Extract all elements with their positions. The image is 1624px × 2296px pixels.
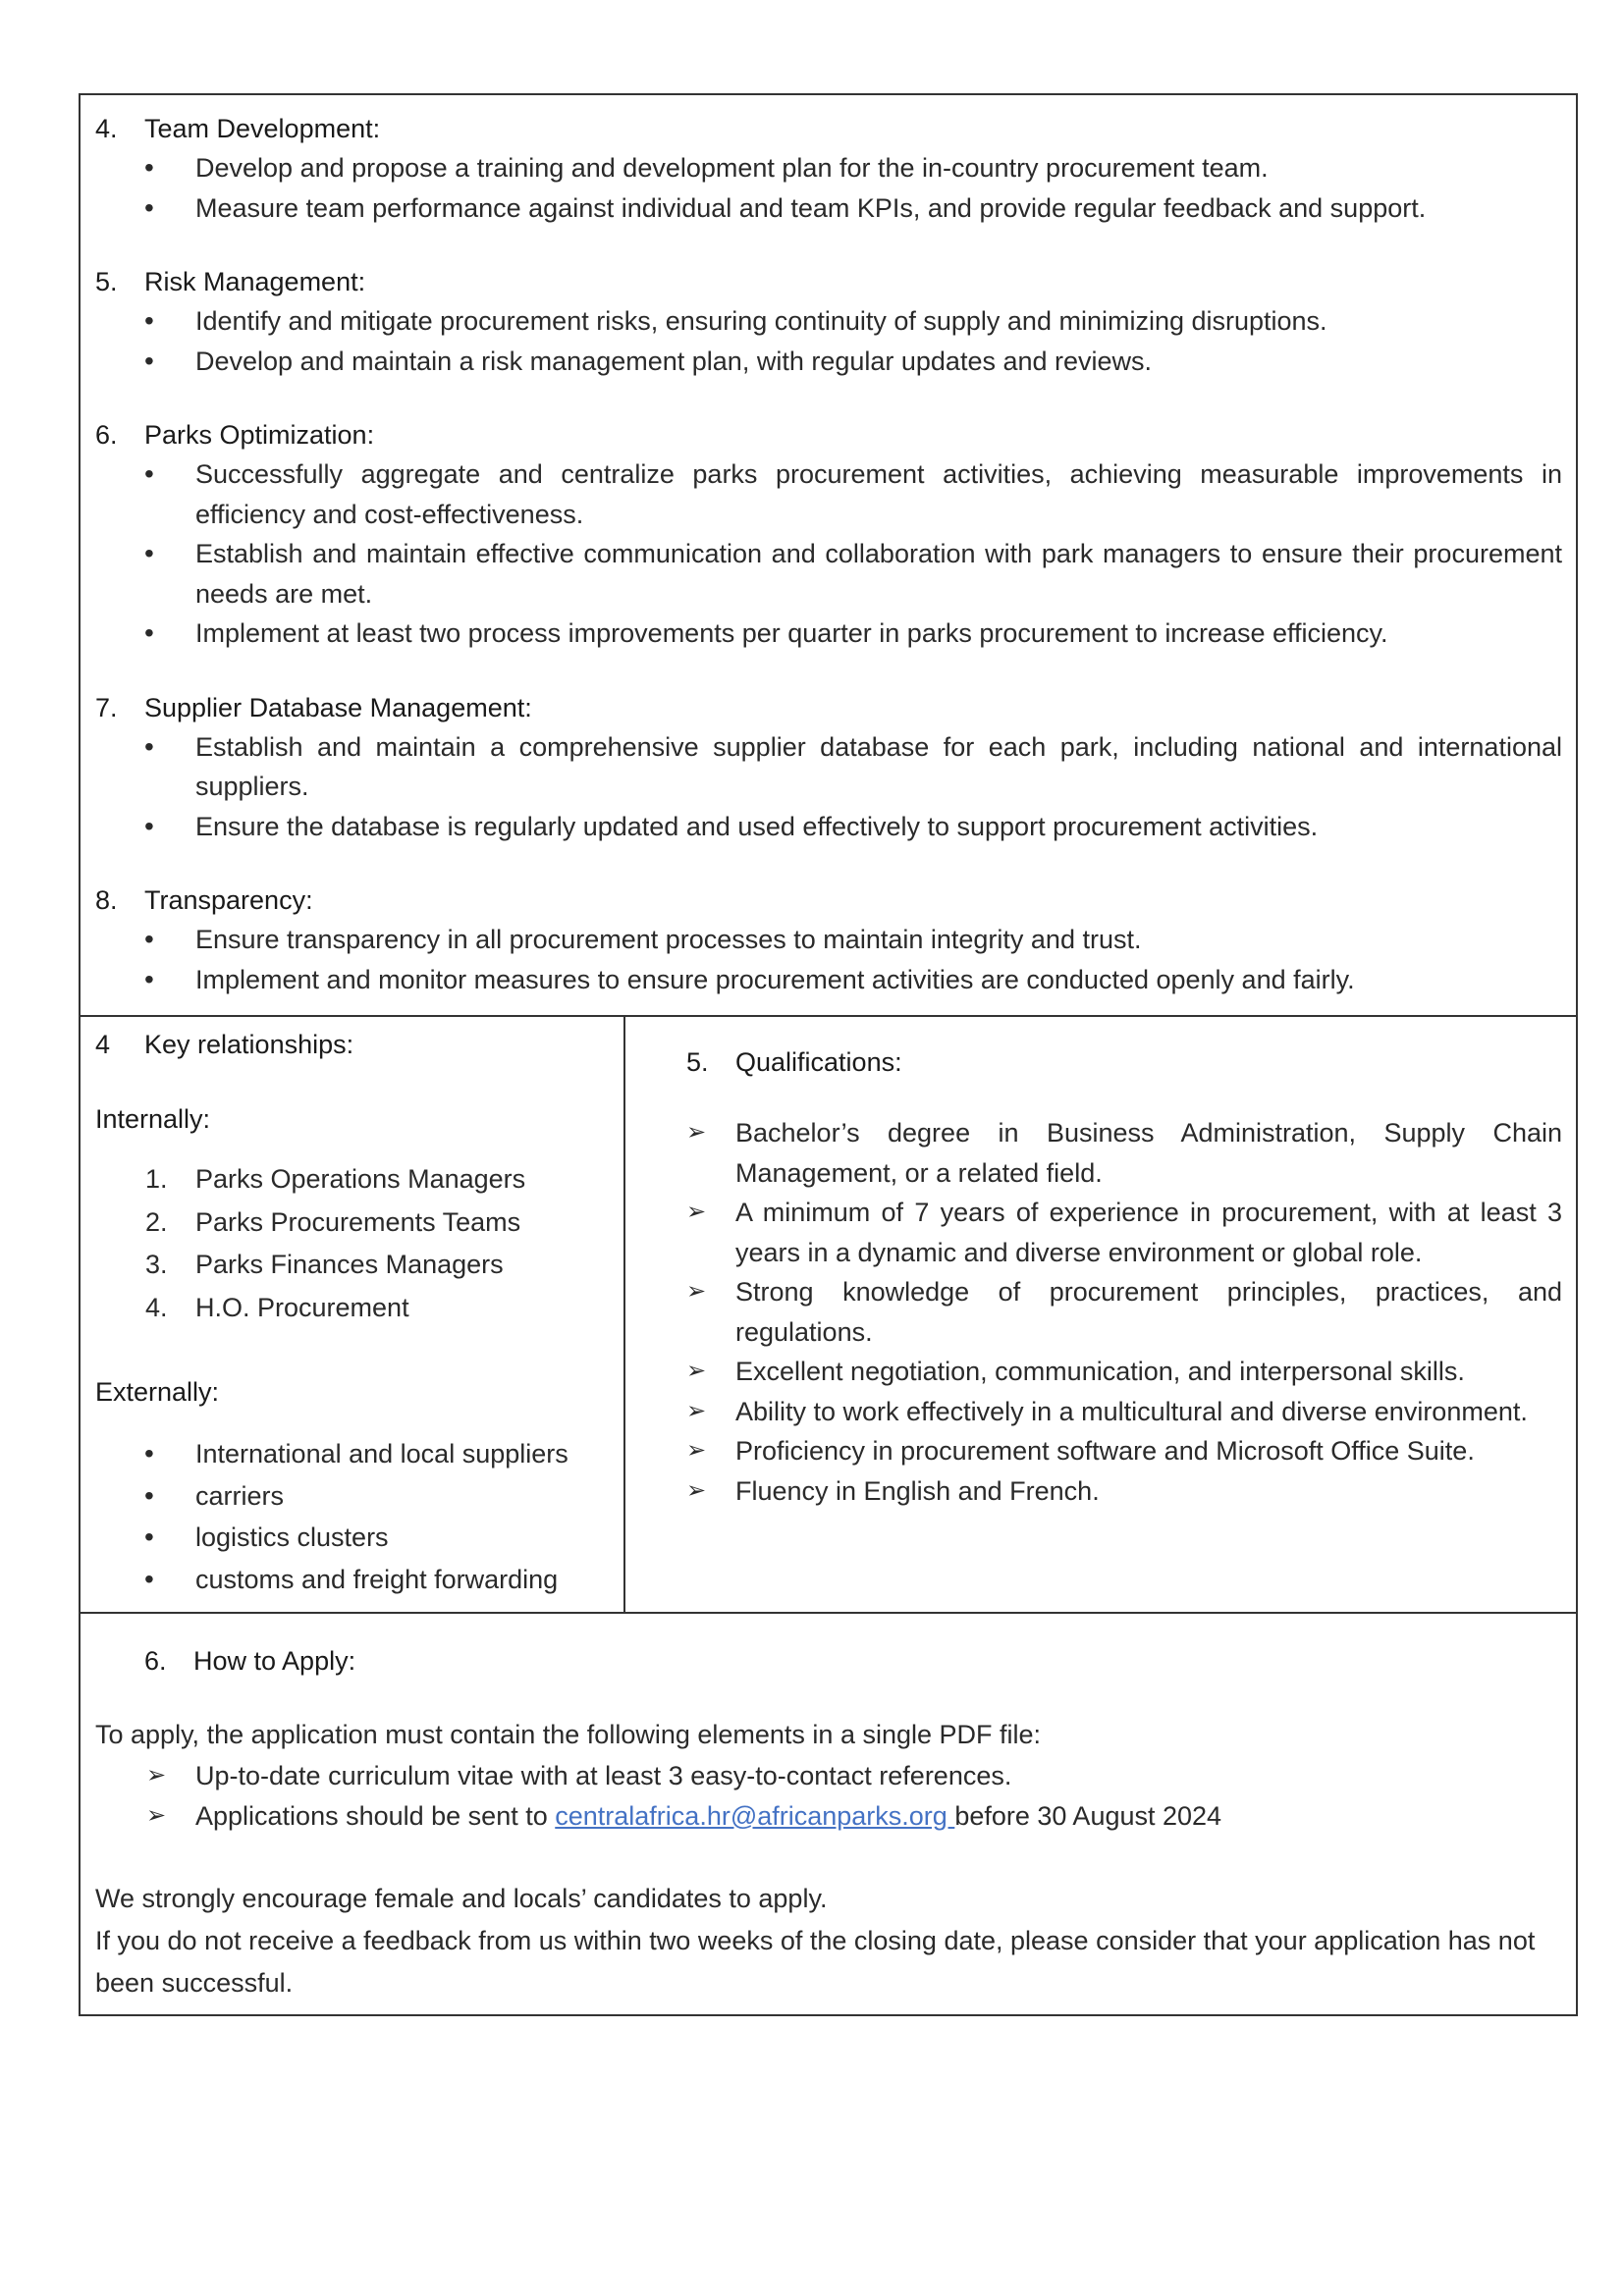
responsibilities-cell [81, 95, 1576, 1015]
section-title: Supplier Database Management: [144, 692, 532, 722]
apply-requirements-list [95, 1756, 1562, 1836]
list-item: • Successfully aggregate and centralize parks procurement activities, achieving measurable improvements in efficiency and cost-effectiveness. [95, 454, 1562, 534]
section-number: 6. [144, 1646, 167, 1676]
section-number: 5. [95, 267, 118, 296]
section-title: Key relationships: [144, 1030, 354, 1059]
key-relationships-heading [95, 1025, 610, 1064]
external-relationships-list [95, 1433, 610, 1600]
bullet-list [95, 454, 1562, 654]
list-item: • Establish and maintain effective communication and collaboration with park managers to ensure their procurement needs are met. [95, 534, 1562, 614]
section-heading [95, 415, 1562, 454]
section-title: Transparency: [144, 885, 313, 915]
internal-relationships-list [95, 1158, 610, 1329]
apply-intro: To apply, the application must contain the following elements in a single PDF file: [95, 1720, 1042, 1749]
list-item: • Identify and mitigate procurement risks, ensuring continuity of supply and minimizing disruptions. [95, 301, 1562, 342]
list-item: • carriers [95, 1475, 610, 1518]
section-number: 4. [95, 114, 118, 143]
section-title: Parks Optimization: [144, 420, 375, 450]
bullet-list [95, 148, 1562, 228]
bullet-list [95, 301, 1562, 381]
qualifications-list [686, 1113, 1562, 1511]
section-title: Team Development: [144, 114, 381, 143]
relationships-qualifications-row [81, 1015, 1576, 1612]
section-number: 8. [95, 885, 118, 915]
responsibilities-row [81, 95, 1576, 1015]
list-item [95, 1201, 610, 1245]
key-relationships-cell [81, 1017, 625, 1612]
responsibility-section [95, 109, 1562, 228]
section-heading [95, 262, 1562, 301]
list-item: • Ensure transparency in all procurement processes to maintain integrity and trust. [95, 920, 1562, 960]
item-number: 1. [145, 1164, 168, 1194]
cv-requirement: Up-to-date curriculum vitae with at least 3 easy-to-contact references. [195, 1761, 1012, 1790]
list-item [95, 1796, 1562, 1837]
responsibility-section [95, 415, 1562, 654]
list-item: • International and local suppliers [95, 1433, 610, 1475]
email-link[interactable]: centralafrica.hr@africanparks.org [555, 1800, 955, 1831]
feedback-text: If you do not receive a feedback from us within two weeks of the closing date, please consider that your application has not been successful. [95, 1926, 1536, 1998]
section-heading [95, 109, 1562, 148]
list-item: ➢ Proficiency in procurement software and Microsoft Office Suite. [686, 1431, 1562, 1471]
item-number: 2. [145, 1206, 168, 1237]
section-heading [95, 881, 1562, 920]
list-item: • Implement and monitor measures to ensure procurement activities are conducted openly and fairly. [95, 960, 1562, 1000]
list-item: • Develop and propose a training and development plan for the in-country procurement team. [95, 148, 1562, 188]
list-item [95, 1287, 610, 1330]
internally-label: Internally: [95, 1104, 211, 1134]
list-item: ➢ Fluency in English and French. [686, 1471, 1562, 1512]
externally-label: Externally: [95, 1377, 220, 1407]
list-item [95, 1158, 610, 1201]
responsibility-section [95, 262, 1562, 381]
list-item [95, 1756, 1562, 1796]
item-text: Parks Operations Managers [195, 1164, 526, 1194]
item-number: 3. [145, 1250, 168, 1279]
section-heading [95, 688, 1562, 727]
section-title: How to Apply: [193, 1646, 356, 1676]
list-item: • customs and freight forwarding [95, 1559, 610, 1601]
section-title: Risk Management: [144, 267, 366, 296]
item-text: H.O. Procurement [195, 1292, 409, 1322]
list-item: ➢ Excellent negotiation, communication, and interpersonal skills. [686, 1352, 1562, 1392]
list-item: ➢ Strong knowledge of procurement principles, practices, and regulations. [686, 1272, 1562, 1352]
item-number: 4. [145, 1292, 168, 1322]
list-item: • Develop and maintain a risk management plan, with regular updates and reviews. [95, 342, 1562, 382]
list-item: • Ensure the database is regularly updated and used effectively to support procurement activities. [95, 807, 1562, 847]
list-item: ➢ Bachelor’s degree in Business Administration, Supply Chain Management, or a related field. [686, 1113, 1562, 1193]
qualifications-heading [686, 1042, 1562, 1082]
send-prefix: Applications should be sent to [195, 1800, 556, 1831]
list-item: • Establish and maintain a comprehensive supplier database for each park, including national and international suppliers. [95, 727, 1562, 807]
list-item: ➢ Ability to work effectively in a multicultural and diverse environment. [686, 1392, 1562, 1432]
list-item: ➢ A minimum of 7 years of experience in procurement, with at least 3 years in a dynamic and diverse environment or global role. [686, 1193, 1562, 1272]
item-text: Parks Procurements Teams [195, 1206, 521, 1237]
job-description-table [79, 93, 1578, 2016]
encourage-text: We strongly encourage female and locals’ candidates to apply. [95, 1884, 828, 1913]
how-to-apply-row [81, 1612, 1576, 2014]
responsibility-section [95, 688, 1562, 847]
how-to-apply-heading [95, 1641, 1562, 1681]
item-text: Parks Finances Managers [195, 1250, 504, 1279]
how-to-apply-cell [81, 1614, 1576, 2014]
section-title: Qualifications: [735, 1047, 902, 1077]
deadline-text: before 30 August 2024 [954, 1800, 1222, 1831]
section-number: 5. [686, 1047, 709, 1077]
responsibility-section [95, 881, 1562, 999]
section-number: 6. [95, 420, 118, 450]
list-item: • Implement at least two process improvements per quarter in parks procurement to increase efficiency. [95, 614, 1562, 654]
qualifications-cell [625, 1017, 1576, 1612]
bullet-list [95, 727, 1562, 847]
list-item: • logistics clusters [95, 1517, 610, 1559]
section-number: 4 [95, 1030, 111, 1059]
section-number: 7. [95, 692, 118, 722]
bullet-list [95, 920, 1562, 999]
list-item [95, 1244, 610, 1287]
list-item: • Measure team performance against individual and team KPIs, and provide regular feedback and support. [95, 188, 1562, 229]
